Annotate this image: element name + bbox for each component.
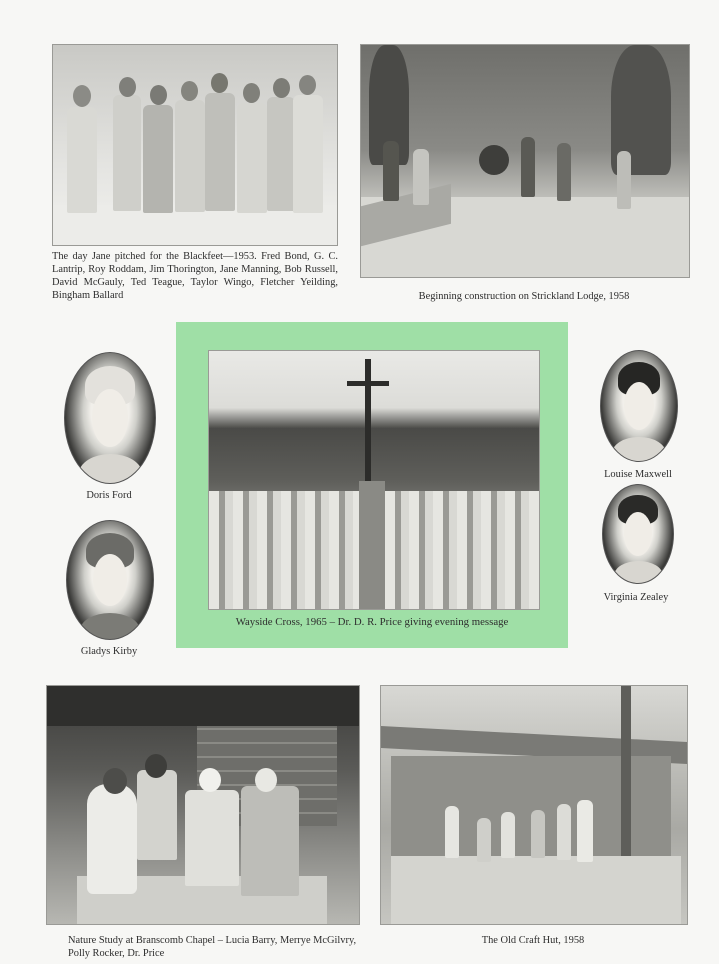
label-louise-maxwell: Louise Maxwell xyxy=(604,469,672,480)
caption-old-craft-hut: The Old Craft Hut, 1958 xyxy=(481,935,585,946)
caption-blackfeet: The day Jane pitched for the Blackfeet—1953. Fred Bond, G. C. Lantrip, Roy Roddam, Jim Thorington, Jane Manning, Bob Russell, David McGauly, Ted Teague, Taylor Wingo, Fletcher Yeilding, Bingham Ballard xyxy=(52,251,338,301)
cross-horizontal xyxy=(347,381,389,386)
portrait-virginia-zealey xyxy=(602,484,674,584)
portrait-gladys-kirby xyxy=(66,520,154,640)
caption-nature-study: Nature Study at Branscomb Chapel – Lucia Barry, Merrye McGilvry, Polly Rocker, Dr. Price xyxy=(68,935,357,959)
photo-strickland-construction xyxy=(360,44,690,278)
photo-nature-study-chapel xyxy=(46,685,360,925)
caption-strickland: Beginning construction on Strickland Lodge, 1958 xyxy=(418,291,630,302)
photo-wayside-cross xyxy=(208,350,540,610)
photo-blackfeet-team xyxy=(52,44,338,246)
caption-wayside-cross: Wayside Cross, 1965 – Dr. D. R. Price giving evening message xyxy=(235,616,509,628)
portrait-louise-maxwell xyxy=(600,350,678,462)
portrait-doris-ford xyxy=(64,352,156,484)
cross-vertical xyxy=(365,359,371,487)
label-doris-ford: Doris Ford xyxy=(86,490,132,501)
label-virginia-zealey: Virginia Zealey xyxy=(603,592,669,603)
photo-old-craft-hut xyxy=(380,685,688,925)
label-gladys-kirby: Gladys Kirby xyxy=(80,646,138,657)
